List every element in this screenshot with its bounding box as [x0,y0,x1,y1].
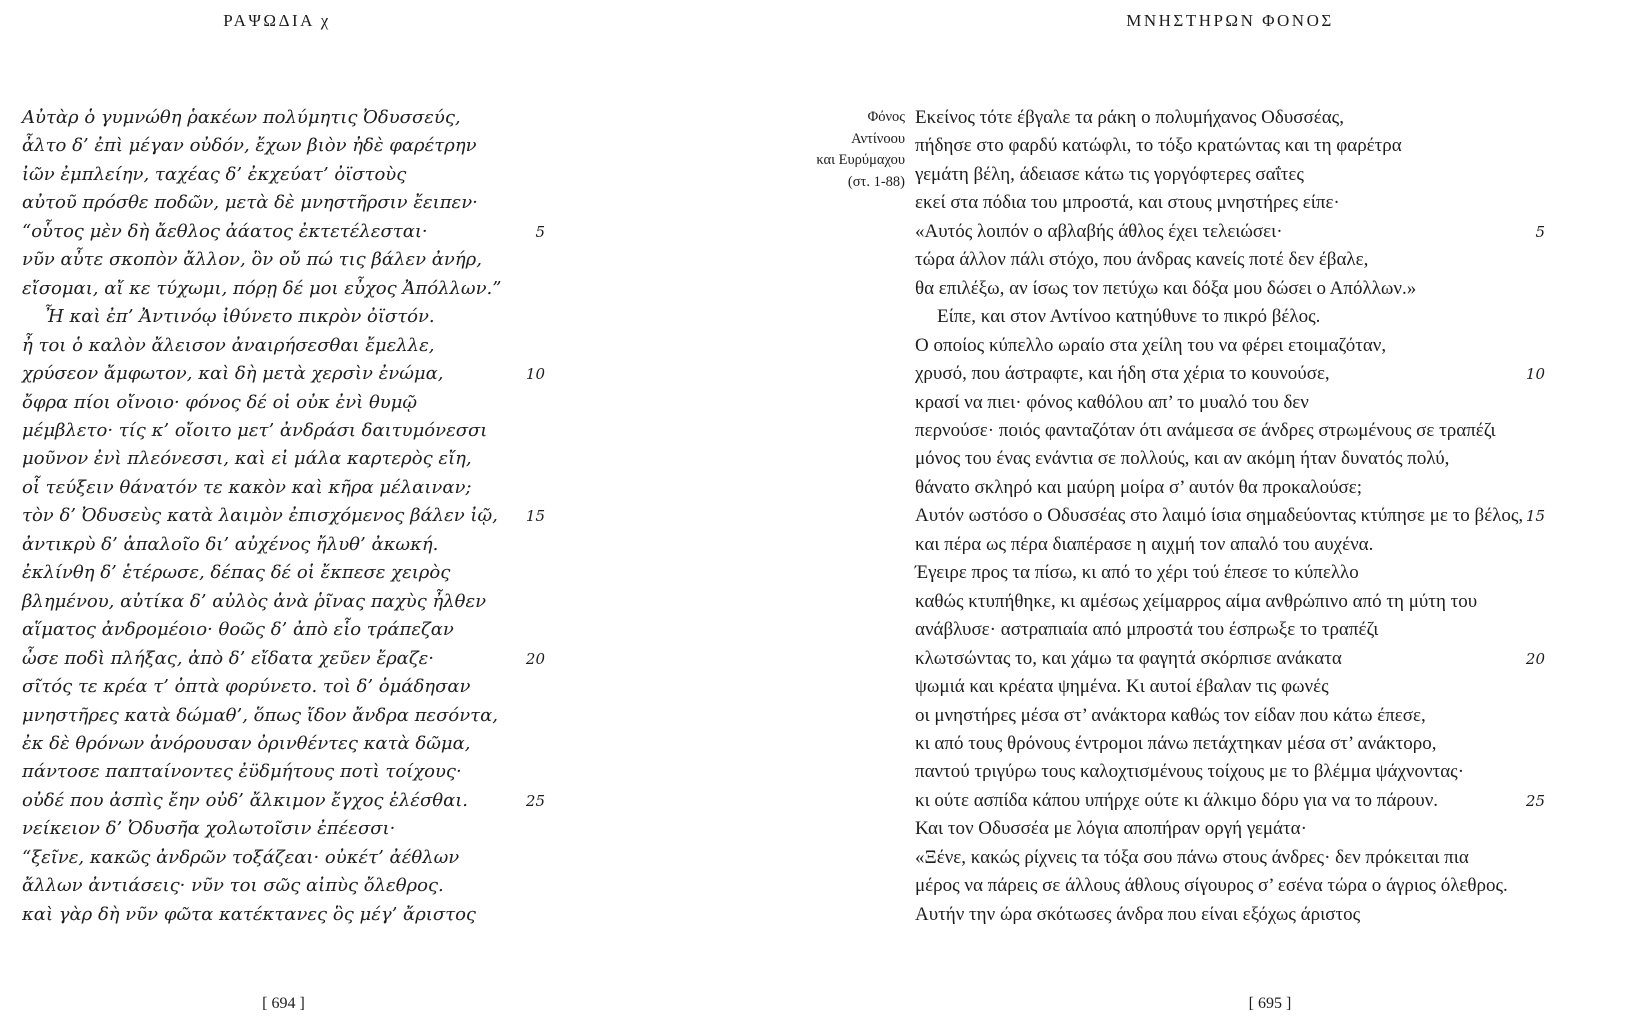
verse-line [915,332,1545,360]
verse-line [22,360,545,388]
verse-line [915,559,1545,587]
verse-line [915,303,1545,331]
verse-text: θάνατο σκληρό και μαύρη μοίρα σ’ αυτόν θα προκαλούσε; [915,476,1363,498]
verse-text: ἦ τοι ὁ καλὸν ἄλεισον ἀναιρήσεσθαι ἔμελλε, [22,334,435,356]
verse-text: μνηστῆρες κατὰ δώμαθ’, ὅπως ἴδον ἄνδρα πεσόντα, [22,704,498,726]
verse-line [22,702,545,730]
verse-line [915,189,1545,217]
verse-line [915,730,1545,758]
verse-text: καθώς κτυπήθηκε, κι αμέσως χείμαρρος αίμα ανθρώπινο από τη μύτη του [915,590,1478,612]
verse-text: κλωτσώντας το, και χάμω τα φαγητά σκόρπισε ανάκατα [915,647,1342,669]
verse-text: νείκειον δ’ Ὀδυσῆα χολωτοῖσιν ἐπέεσσι· [22,818,396,840]
verse-line [915,132,1545,160]
verse-line [22,645,545,673]
verse-line [22,844,545,872]
verse-text: αὐτοῦ πρόσθε ποδῶν, μετὰ δὲ μνηστῆρσιν ἔειπεν· [22,192,478,214]
verse-text: μέμβλετο· τίς κ’ οἴοιτο μετ’ ἀνδράσι δαιτυμόνεσσι [22,419,488,441]
verse-text: Αὐτὰρ ὁ γυμνώθη ῥακέων πολύμητις Ὀδυσσεύς, [22,107,461,128]
verse-line [22,673,545,701]
verse-text: Αυτόν ωστόσο ο Οδυσσέας στο λαιμό ίσια σημαδεύοντας κτύπησε με το βέλος, [915,505,1524,527]
verse-text: πήδησε στο φαρδύ κατώφλι, το τόξο κρατώντας και τη φαρέτρα [915,135,1402,157]
verse-line [915,758,1545,786]
verse-line [22,218,545,246]
verse-text: ἆλτο δ’ ἐπὶ μέγαν οὐδόν, ἔχων βιὸν ἠδὲ φαρέτρην [22,135,477,157]
verse-text: τώρα άλλον πάλι στόχο, που άνδρας κανείς ποτέ δεν έβαλε, [915,249,1369,271]
left-page-number: [ 694 ] [262,995,305,1012]
verse-text: Ἦ καὶ ἐπ’ Ἀντινόῳ ἰθύνετο πικρὸν ὀϊστόν. [44,306,435,328]
line-number: 25 [1525,791,1545,810]
margin-note-line: (στ. 1-88) [847,173,905,190]
verse-text: ψωμιά και κρέατα ψημένα. Κι αυτοί έβαλαν τις φωνές [915,676,1329,698]
verse-text: οὐδέ που ἀσπὶς ἔην οὐδ’ ἄλκιμον ἔγχος ἑλέσθαι. [22,789,469,811]
verse-text: “ξεῖνε, κακῶς ἀνδρῶν τοξάζεαι· οὐκέτ’ ἀέθλων [22,846,460,868]
verse-text: μόνος του ένας ενάντια σε πολλούς, και αν ακόμη ήταν δυνατός πολύ, [915,448,1450,470]
verse-text: περνούσε· ποιός φανταζόταν ότι ανάμεσα σε άνδρες στρωμένους σε τραπέζι [915,419,1496,441]
verse-line [22,303,545,331]
verse-text: και πέρα ως πέρα διαπέρασε η αιχμή τον απαλό του αυχένα. [915,533,1374,555]
verse-text: ἰῶν ἐμπλείην, ταχέας δ’ ἐκχεύατ’ ὀϊστοὺς [22,163,407,185]
verse-text: Αυτήν την ώρα σκότωσες άνδρα που είναι εξόχως άριστος [915,903,1361,925]
verse-text: οι μνηστήρες μέσα στ’ ανάκτορα καθώς τον είδαν που κάτω έπεσε, [915,704,1426,726]
margin-note-line: και Ευρύμαχου [816,152,905,168]
verse-line [22,872,545,900]
verse-text: καὶ γὰρ δὴ νῦν φῶτα κατέκτανες ὃς μέγ’ ἄριστος [22,903,477,925]
verse-line [915,616,1545,644]
margin-note [795,107,905,193]
verse-text: γεμάτη βέλη, άδειασε κάτω τις γοργόφτερες σαΐτες [915,163,1304,185]
verse-line [22,474,545,502]
verse-text: μοῦνον ἐνὶ πλεόνεσσι, καὶ εἰ μάλα καρτερὸς εἴη, [22,448,472,470]
verse-line [915,702,1545,730]
right-page-header: ΜΝΗΣΤΗΡΩΝ ΦΟΝΟΣ [1126,11,1334,30]
verse-text: κι ούτε ασπίδα κάπου υπήρχε ούτε κι άλκιμο δόρυ για να το πάρουν. [915,789,1439,811]
verse-line [22,559,545,587]
verse-line [915,588,1545,616]
verse-line [22,445,545,473]
verse-line [915,360,1545,388]
verse-line [915,161,1545,189]
verse-line [915,787,1545,815]
verse-text: ἄλλων ἀντιάσεις· νῦν τοι σῶς αἰπὺς ὄλεθρος. [22,875,444,897]
verse-line [22,758,545,786]
verse-line [22,502,545,530]
verse-line [915,844,1545,872]
verse-line [915,502,1545,530]
verse-text: αἵματος ἀνδρομέοιο· θοῶς δ’ ἀπὸ εἷο τράπεζαν [22,619,454,641]
line-number: 5 [1535,222,1545,241]
verse-line [22,332,545,360]
margin-note-line: Αντίνοου [851,130,905,147]
verse-text: κρασί να πιει· φόνος καθόλου απ’ το μυαλό του δεν [915,391,1309,413]
verse-text: Είπε, και στον Αντίνοο κατηύθυνε το πικρό βέλος. [937,306,1321,328]
verse-line [915,417,1545,445]
verse-line [22,189,545,217]
verse-line [22,417,545,445]
verse-text: “οὗτος μὲν δὴ ἄεθλος ἀάατος ἐκτετέλεσται· [22,220,428,242]
verse-line [22,389,545,417]
verse-text: παντού τριγύρω τους καλοχτισμένους τοίχους με το βλέμμα ψάχνοντας· [915,761,1465,783]
verse-text: σῖτός τε κρέα τ’ ὀπτὰ φορύνετο. τοὶ δ’ ὁμάδησαν [22,676,471,698]
right-page-number: [ 695 ] [1248,995,1292,1012]
verse-text: εἴσομαι, αἴ κε τύχωμι, πόρῃ δέ μοι εὖχος Ἀπόλλων.” [22,277,502,299]
verse-text: ἐκλίνθη δ’ ἑτέρωσε, δέπας δέ οἱ ἔκπεσε χειρὸς [22,562,451,584]
verse-line [22,901,545,929]
verse-text: οἷ τεύξειν θάνατόν τε κακὸν καὶ κῆρα μέλαιναν; [22,476,472,498]
verse-text: χρυσό, που άστραφτε, και ήδη στα χέρια το κουνούσε, [915,363,1330,385]
verse-line [915,901,1545,929]
verse-line [915,275,1545,303]
verse-line [915,815,1545,843]
line-number: 15 [525,507,545,526]
verse-line [22,132,545,160]
line-number: 10 [525,365,545,384]
line-number: 5 [535,222,545,241]
line-number: 25 [525,791,545,810]
verse-text: Εκείνος τότε έβγαλε τα ράκη ο πολυμήχανος Οδυσσέας, [915,107,1344,128]
verse-text: μέρος να πάρεις σε άλλους άθλους σίγουρος σ’ εσένα τώρα ο άγριος όλεθρος. [915,875,1508,897]
verse-text: θα επιλέξω, αν ίσως τον πετύχω και δόξα μου δώσει ο Απόλλων.» [915,277,1417,299]
verse-text: Έγειρε προς τα πίσω, κι από το χέρι τού έπεσε το κύπελλο [915,562,1359,584]
line-number: 10 [1525,365,1545,384]
verse-line [22,104,545,132]
margin-note-line: Φόνος [867,109,905,125]
verse-line [915,645,1545,673]
verse-text: «Ξένε, κακώς ρίχνεις τα τόξα σου πάνω στους άνδρες· δεν πρόκειται πια [915,846,1469,868]
verse-text: ὄφρα πίοι οἴνοιο· φόνος δέ οἱ οὐκ ἐνὶ θυμῷ [22,391,418,413]
verse-text: βλημένου, αὐτίκα δ’ αὐλὸς ἀνὰ ῥῖνας παχὺς ἦλθεν [22,590,487,612]
verse-line [915,673,1545,701]
verse-line [22,275,545,303]
verse-text: ὦσε ποδὶ πλήξας, ἀπὸ δ’ εἴδατα χεῦεν ἔραζε· [22,647,434,669]
line-number: 20 [1525,649,1545,668]
verse-text: «Αυτός λοιπόν ο αβλαβής άθλος έχει τελειώσει· [915,220,1283,242]
verse-line [22,588,545,616]
verse-line [915,531,1545,559]
verse-line [22,730,545,758]
verse-line [22,815,545,843]
verse-line [915,246,1545,274]
left-verse-block [22,104,545,929]
verse-line [22,787,545,815]
verse-line [915,872,1545,900]
right-verse-block [915,104,1545,929]
verse-line [915,218,1545,246]
verse-text: νῦν αὖτε σκοπὸν ἄλλον, ὃν οὔ πώ τις βάλεν ἀνήρ, [22,249,482,271]
verse-line [915,445,1545,473]
verse-text: ἐκ δὲ θρόνων ἀνόρουσαν ὀρινθέντες κατὰ δῶμα, [22,732,471,754]
verse-line [915,474,1545,502]
verse-line [915,104,1545,132]
line-number: 20 [525,649,545,668]
verse-line [22,161,545,189]
verse-line [915,389,1545,417]
left-page-header: ΡΑΨΩΔΙΑ χ [223,11,331,30]
verse-text: Και τον Οδυσσέα με λόγια αποπήραν οργή γεμάτα· [915,818,1307,840]
verse-line [22,246,545,274]
verse-text: ἀντικρὺ δ’ ἁπαλοῖο δι’ αὐχένος ἤλυθ’ ἀκωκή. [22,533,439,555]
verse-text: πάντοσε παπταίνοντες ἐϋδμήτους ποτὶ τοίχους· [22,761,462,783]
verse-line [22,531,545,559]
verse-text: χρύσεον ἄμφωτον, καὶ δὴ μετὰ χερσὶν ἐνώμα, [22,363,444,385]
line-number: 15 [1525,507,1545,526]
verse-text: εκεί στα πόδια του μπροστά, και στους μνηστήρες είπε· [915,192,1340,214]
verse-text: ανάβλυσε· αστραπιαία από μπροστά του έσπρωξε το τραπέζι [915,619,1379,641]
verse-text: Ο οποίος κύπελλο ωραίο στα χείλη του να φέρει ετοιμαζόταν, [915,334,1387,356]
verse-text: τὸν δ’ Ὀδυσεὺς κατὰ λαιμὸν ἐπισχόμενος βάλεν ἰῷ, [22,505,498,527]
verse-text: κι από τους θρόνους έντρομοι πάνω πετάχτηκαν μέσα στ’ ανάκτορο, [915,732,1437,754]
verse-line [22,616,545,644]
